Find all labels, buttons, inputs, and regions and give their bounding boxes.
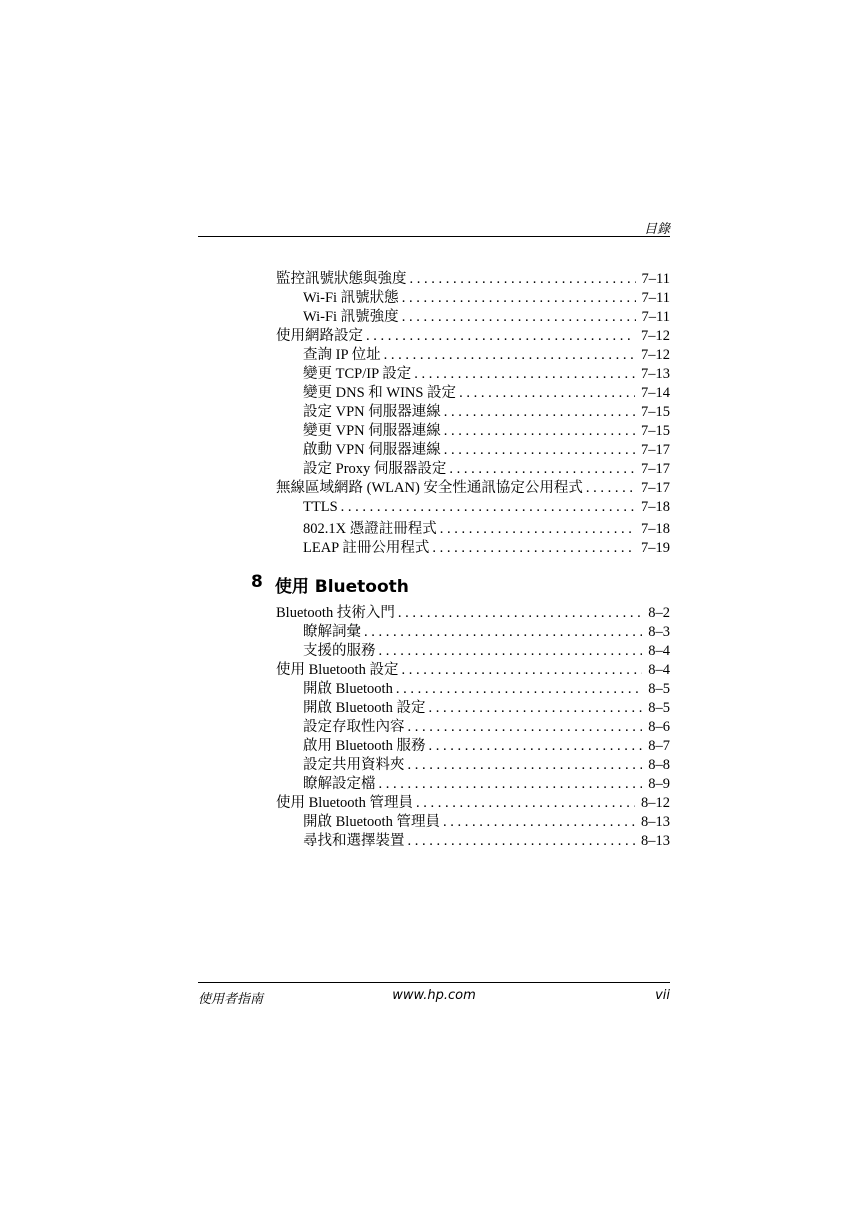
running-header-title: 目錄 (643, 222, 670, 237)
toc-entry[interactable] (276, 422, 670, 441)
toc-entry-title: TTLS (303, 499, 338, 515)
toc-entry-title: 瞭解設定檔 (303, 776, 376, 792)
toc-entry[interactable] (276, 270, 670, 289)
toc-entry-title: Wi-Fi 訊號強度 (303, 309, 399, 325)
toc-entry[interactable] (276, 365, 670, 384)
toc-entry-title: Bluetooth 技術入門 (276, 605, 395, 621)
dot-leader (586, 479, 635, 498)
toc-entry-page: 7–15 (641, 404, 670, 420)
dot-leader (444, 422, 635, 441)
toc-entry[interactable] (276, 384, 670, 403)
toc-entry-page: 7–19 (641, 540, 670, 556)
toc-entry[interactable] (276, 539, 670, 558)
toc-entry-page: 8–6 (648, 719, 670, 735)
toc-entry-title: LEAP 註冊公用程式 (303, 540, 430, 556)
chapter-title: 使用 Bluetooth (274, 577, 409, 597)
toc-entry-page: 8–5 (648, 700, 670, 716)
toc-entry-title: 尋找和選擇裝置 (303, 833, 405, 849)
toc-entry-title: 變更 DNS 和 WINS 設定 (303, 385, 457, 401)
toc-entry-title: 開啟 Bluetooth 設定 (303, 700, 426, 716)
toc-entry-title: 支援的服務 (303, 643, 376, 659)
toc-entry-page: 7–12 (641, 328, 670, 344)
toc-entry-title: 無線區域網路 (WLAN) 安全性通訊協定公用程式 (276, 480, 583, 496)
toc-entry-title: 開啟 Bluetooth (303, 681, 393, 697)
toc-entry-page: 7–11 (641, 309, 670, 325)
toc-entry[interactable] (276, 813, 670, 832)
toc-entry[interactable] (276, 346, 670, 365)
dot-leader (440, 520, 635, 539)
toc-entry[interactable] (276, 308, 670, 327)
toc-entry-page: 7–18 (641, 521, 670, 537)
chapter-number: 8 (251, 572, 263, 592)
dot-leader (402, 308, 636, 327)
toc-entry-title: 使用 Bluetooth 設定 (276, 662, 399, 678)
toc-entry[interactable] (276, 737, 670, 756)
toc-entry-page: 7–18 (641, 499, 670, 515)
toc-entry-page: 8–12 (641, 795, 670, 811)
toc-entry-title: 使用 Bluetooth 管理員 (276, 795, 413, 811)
dot-leader (396, 680, 642, 699)
toc-entry-title: 設定存取性內容 (303, 719, 405, 735)
toc-entry-page: 8–4 (648, 662, 670, 678)
dot-leader (408, 718, 643, 737)
toc-section-7 (276, 270, 670, 558)
toc-entry-title: 變更 VPN 伺服器連線 (303, 423, 441, 439)
dot-leader (379, 642, 643, 661)
toc-entry[interactable] (276, 775, 670, 794)
toc-entry[interactable] (276, 699, 670, 718)
toc-entry-page: 7–11 (641, 290, 670, 306)
toc-entry-page: 7–13 (641, 366, 670, 382)
toc-entry-page: 8–13 (641, 814, 670, 830)
toc-entry[interactable] (276, 794, 670, 813)
dot-leader (449, 460, 635, 479)
toc-entry[interactable] (276, 604, 670, 623)
toc-entry-page: 8–13 (641, 833, 670, 849)
dot-leader (416, 794, 635, 813)
toc-entry-page: 8–2 (648, 605, 670, 621)
dot-leader (402, 289, 636, 308)
footer-book-title: 使用者指南 (198, 992, 264, 1007)
toc-entry-title: 啟用 Bluetooth 服務 (303, 738, 426, 754)
dot-leader (414, 365, 635, 384)
toc-entry[interactable] (276, 460, 670, 479)
toc-section-8 (276, 604, 670, 851)
dot-leader (401, 661, 642, 680)
toc-entry-title: 開啟 Bluetooth 管理員 (303, 814, 440, 830)
toc-entry-title: 設定 Proxy 伺服器設定 (303, 461, 447, 477)
footer-website: www.hp.com (392, 988, 476, 1003)
toc-entry-page: 8–7 (648, 738, 670, 754)
toc-entry-title: 查詢 IP 位址 (303, 347, 381, 363)
toc-entry-title: 使用網路設定 (276, 328, 363, 344)
toc-entry-page: 7–17 (641, 442, 670, 458)
header-rule (198, 236, 670, 237)
dot-leader (443, 813, 635, 832)
toc-entry-page: 7–12 (641, 347, 670, 363)
dot-leader (410, 270, 636, 289)
toc-entry-page: 7–17 (641, 480, 670, 496)
toc-entry[interactable] (276, 441, 670, 460)
dot-leader (384, 346, 635, 365)
toc-entry-title: 瞭解詞彙 (303, 624, 361, 640)
toc-entry-page: 8–4 (648, 643, 670, 659)
dot-leader (364, 623, 642, 642)
toc-entry-title: 802.1X 憑證註冊程式 (303, 521, 437, 537)
toc-entry-page: 7–14 (641, 385, 670, 401)
toc-entry[interactable] (276, 403, 670, 422)
dot-leader (408, 756, 643, 775)
toc-entry-title: 設定 VPN 伺服器連線 (303, 404, 441, 420)
toc-entry-page: 8–8 (648, 757, 670, 773)
toc-entry-title: 啟動 VPN 伺服器連線 (303, 442, 441, 458)
dot-leader (444, 441, 635, 460)
toc-entry-title: 變更 TCP/IP 設定 (303, 366, 412, 382)
dot-leader (341, 498, 635, 517)
dot-leader (379, 775, 643, 794)
toc-entry[interactable] (276, 718, 670, 737)
toc-entry[interactable] (276, 327, 670, 346)
dot-leader (428, 737, 642, 756)
chapter-heading (251, 572, 409, 597)
toc-entry[interactable] (276, 832, 670, 851)
toc-entry[interactable] (276, 289, 670, 308)
toc-entry[interactable] (276, 520, 670, 539)
dot-leader (398, 604, 642, 623)
dot-leader (444, 403, 635, 422)
toc-entry-title: 監控訊號狀態與強度 (276, 271, 407, 287)
toc-entry-title: Wi-Fi 訊號狀態 (303, 290, 399, 306)
dot-leader (366, 327, 635, 346)
toc-entry-title: 設定共用資料夾 (303, 757, 405, 773)
toc-entry[interactable] (276, 642, 670, 661)
toc-entry[interactable] (276, 623, 670, 642)
toc-entry[interactable] (276, 756, 670, 775)
toc-entry[interactable] (276, 479, 670, 498)
dot-leader (408, 832, 636, 851)
toc-entry[interactable] (276, 498, 670, 517)
dot-leader (459, 384, 635, 403)
toc-entry-page: 7–11 (641, 271, 670, 287)
toc-entry[interactable] (276, 661, 670, 680)
footer-page-number: vii (655, 988, 670, 1003)
footer-rule (198, 982, 670, 983)
dot-leader (432, 539, 635, 558)
toc-entry-page: 7–17 (641, 461, 670, 477)
toc-entry[interactable] (276, 680, 670, 699)
dot-leader (428, 699, 642, 718)
toc-entry-page: 8–3 (648, 624, 670, 640)
toc-entry-page: 8–9 (648, 776, 670, 792)
toc-entry-page: 8–5 (648, 681, 670, 697)
toc-entry-page: 7–15 (641, 423, 670, 439)
